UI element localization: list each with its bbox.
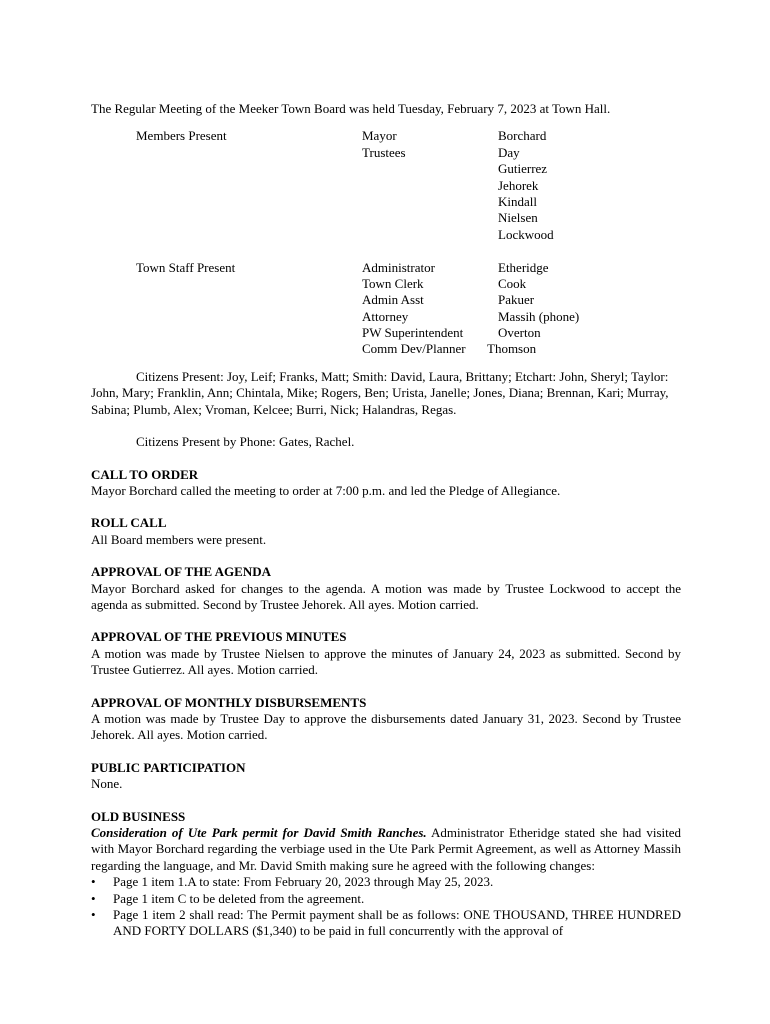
section-body: All Board members were present. bbox=[91, 531, 267, 547]
staff-name: Pakuer bbox=[498, 292, 535, 308]
attendee-name: Jehorek bbox=[498, 177, 539, 193]
attendance-row bbox=[91, 128, 681, 144]
attendee-name: Gutierrez bbox=[498, 161, 548, 177]
citizens-phone: Citizens Present by Phone: Gates, Rachel. bbox=[136, 434, 355, 450]
attendance-row bbox=[91, 227, 681, 243]
section-body: None. bbox=[91, 776, 123, 792]
section-body bbox=[91, 825, 681, 874]
attendee-name: Borchard bbox=[498, 128, 547, 144]
staff-title: Attorney bbox=[362, 308, 409, 324]
section-body: Mayor Borchard called the meeting to order at 7:00 p.m. and led the Pledge of Allegiance. bbox=[91, 482, 561, 498]
section-body: Mayor Borchard asked for changes to the agenda. A motion was made by Trustee Lockwood to accept the agenda as submitted. Second by Trustee Jehorek. All ayes. Motion carried. bbox=[91, 580, 681, 612]
staff-present-label: Town Staff Present bbox=[136, 259, 236, 275]
staff-name: Overton bbox=[498, 325, 541, 341]
staff-title: Comm Dev/Planner bbox=[362, 341, 466, 357]
section-heading: APPROVAL OF MONTHLY DISBURSEMENTS bbox=[91, 694, 367, 710]
section-heading: ROLL CALL bbox=[91, 515, 167, 531]
call-to-order-section bbox=[91, 467, 681, 500]
list-item bbox=[91, 907, 681, 940]
attendee-title bbox=[362, 194, 498, 210]
meeting-intro: The Regular Meeting of the Meeker Town Board was held Tuesday, February 7, 2023 at Town Hall. bbox=[91, 101, 611, 116]
section-heading: PUBLIC PARTICIPATION bbox=[91, 759, 246, 775]
attendance-table bbox=[91, 128, 681, 357]
item-body: Administrator Etheridge stated she had visited with Mayor Borchard regarding the verbiage used in the Ute Park Permit Agreement, as well as Attorney Massih regarding the language, and Mr. David Smith making sure he agreed with the following changes: bbox=[91, 825, 681, 873]
changes-list bbox=[91, 874, 681, 940]
staff-title: Admin Asst bbox=[362, 292, 424, 308]
agenda-section bbox=[91, 564, 681, 613]
attendance-row bbox=[91, 178, 681, 194]
bullet-icon: • bbox=[91, 907, 96, 923]
attendance-row bbox=[91, 161, 681, 177]
list-item-text: Page 1 item 1.A to state: From February 20, 2023 through May 25, 2023. bbox=[113, 874, 494, 890]
staff-name: Thomson bbox=[487, 341, 537, 357]
staff-title: Town Clerk bbox=[362, 275, 424, 291]
section-body: A motion was made by Trustee Day to approve the disbursements dated January 31, 2023. Second by Trustee Jehorek. All ayes. Motion carried. bbox=[91, 710, 681, 743]
list-item bbox=[91, 891, 681, 907]
public-participation-section bbox=[91, 760, 681, 793]
attendee-name: Day bbox=[498, 144, 520, 160]
attendance-row bbox=[91, 325, 681, 341]
attendance-row bbox=[91, 292, 681, 308]
roll-call-section bbox=[91, 515, 681, 548]
minutes-section bbox=[91, 629, 681, 678]
attendance-row bbox=[91, 260, 681, 276]
section-body: A motion was made by Trustee Nielsen to approve the minutes of January 24, 2023 as submitted. Second by Trustee Gutierrez. All ayes. Motion carried. bbox=[91, 645, 681, 678]
bullet-icon: • bbox=[91, 874, 96, 890]
attendance-row bbox=[91, 145, 681, 161]
section-heading: APPROVAL OF THE AGENDA bbox=[91, 564, 271, 580]
attendee-title bbox=[362, 161, 498, 177]
staff-name: Massih (phone) bbox=[498, 308, 580, 324]
attendee-name: Lockwood bbox=[498, 226, 554, 242]
item-lead: Consideration of Ute Park permit for David Smith Ranches. bbox=[91, 825, 427, 840]
section-heading: OLD BUSINESS bbox=[91, 808, 186, 824]
attendance-row bbox=[91, 194, 681, 210]
attendance-row bbox=[91, 341, 681, 357]
attendee-name: Nielsen bbox=[498, 210, 538, 226]
staff-title: PW Superintendent bbox=[362, 325, 464, 341]
minutes-page bbox=[91, 101, 681, 956]
list-item-text: Page 1 item 2 shall read: The Permit payment shall be as follows: ONE THOUSAND, THREE HUNDRED AND FORTY DOLLARS ($1,340) to be paid in full concurrently with the approval of bbox=[113, 907, 681, 939]
old-business-section bbox=[91, 809, 681, 940]
attendee-title bbox=[362, 210, 498, 226]
attendee-title bbox=[362, 227, 498, 243]
staff-name: Cook bbox=[498, 275, 527, 291]
members-present-label: Members Present bbox=[136, 128, 227, 144]
disbursements-section bbox=[91, 695, 681, 744]
section-heading: APPROVAL OF THE PREVIOUS MINUTES bbox=[91, 629, 347, 645]
staff-title: Administrator bbox=[362, 259, 435, 275]
section-heading: CALL TO ORDER bbox=[91, 466, 199, 482]
attendee-title bbox=[362, 178, 498, 194]
attendance-row bbox=[91, 309, 681, 325]
attendance-row bbox=[91, 276, 681, 292]
attendance-row bbox=[91, 210, 681, 226]
list-item bbox=[91, 874, 681, 890]
bullet-icon: • bbox=[91, 890, 96, 906]
staff-name: Etheridge bbox=[498, 259, 549, 275]
citizens-present: Citizens Present: Joy, Leif; Franks, Matt; Smith: David, Laura, Brittany; Etchart: John, Sheryl; Taylor: John, Mary; Franklin, Ann; Chintala, Mike; Rogers, Ben; Urista, Janelle; Jones, Diana; Brennan, Kari; Murray, Sabina; Plumb, Alex; Vroman, Kelcee; Burri, Nick; Halandras, Regas. bbox=[91, 368, 669, 417]
attendee-name: Kindall bbox=[498, 193, 537, 209]
attendee-title: Mayor bbox=[362, 128, 397, 144]
list-item-text: Page 1 item C to be deleted from the agreement. bbox=[113, 890, 365, 906]
attendee-title: Trustees bbox=[362, 144, 406, 160]
